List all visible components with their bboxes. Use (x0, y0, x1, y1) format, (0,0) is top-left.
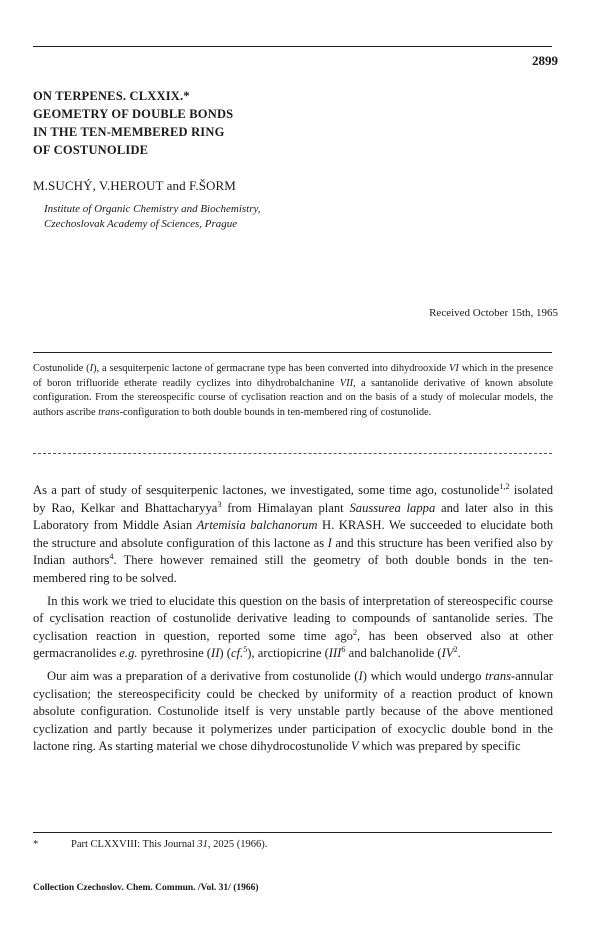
abstract-bottom-rule (33, 453, 552, 454)
title-line: ON TERPENES. CLXXIX.* (33, 89, 190, 103)
abstract-top-rule (33, 352, 552, 353)
paragraph: As a part of study of sesquiterpenic lactones, we investigated, some time ago, costunolide$^{1,2}$ isolated by Rao, Kelkar and Bhattacharyya$^3$ from Himalayan plant Saussurea lappa and later also in this Laboratory from Middle Asian Artemisia balchanorum H. KRASH. We succeeded to elucidate both the structure and absolute configuration of this lactone as I and this structure has been verified also by Indian authors$^4$. There however remained still the geometry of both double bonds in the ten- membered ring to be solved. (33, 481, 553, 585)
affiliation-line: Czechoslovak Academy of Sciences, Prague (44, 218, 238, 230)
paragraph: Our aim was a preparation of a derivative from costunolide (I) which would undergo trans-annular cyclisation; the stereospecificity could be checked by uniformity of a reaction product of known absolute configuration. Costunolide itself is very unstable partly because of the above mentioned cyclization and partly because it polymerizes under participation of exocyclic double bond in the lactone ring. As starting material we chose dihydrocostunolide V which was prepared by specific (33, 668, 554, 754)
authors: M.SUCHÝ, V.HEROUT and F.ŠORM (33, 178, 236, 193)
paragraph: In this work we tried to elucidate this question on the basis of interpretation of stereospecific course of cyclisation reaction of costunolide derivative leading to compounds of santanolide series. The cyclisation reaction in question, reported some time ago$^2$, has been observed also at other germacranolides e.g. pyrethrosine (II) (cf.$^5$), arctiopicrine (III$^6$ and balchanolide ($IV^2$. (33, 593, 553, 661)
article-title (33, 87, 233, 159)
body-text (33, 482, 553, 761)
header-rule (33, 46, 552, 47)
affiliation (44, 202, 261, 232)
received-date: Received October 15th, 1965 (429, 307, 558, 319)
title-line: IN THE TEN-MEMBERED RING (33, 125, 225, 139)
title-line: GEOMETRY OF DOUBLE BONDS (33, 107, 234, 121)
footnote: * Part CLXXVIII: This Journal 31, 2025 (1966). (33, 839, 268, 850)
footnote-rule (33, 832, 552, 833)
page-number: 2899 (532, 53, 558, 68)
affiliation-line: Institute of Organic Chemistry and Biochemistry, (44, 203, 261, 215)
title-line: OF COSTUNOLIDE (33, 143, 149, 157)
abstract: Costunolide (I), a sesquiterpenic lactone of germacrane type has been converted into dihydrooxide VI which in the presence of boron trifluoride etherate readily cyclizes into dihydrobalchanine VII, a santanolide derivative of known absolute configuration. From the stereospecific course of cyclisation reaction and on the basis of a study of molecular models, the authors ascribe trans-configuration to both double bounds in ten-membered ring of costunolide. (33, 363, 553, 418)
journal-citation: Collection Czechoslov. Chem. Commun. /Vol. 31/ (1966) (33, 883, 259, 893)
